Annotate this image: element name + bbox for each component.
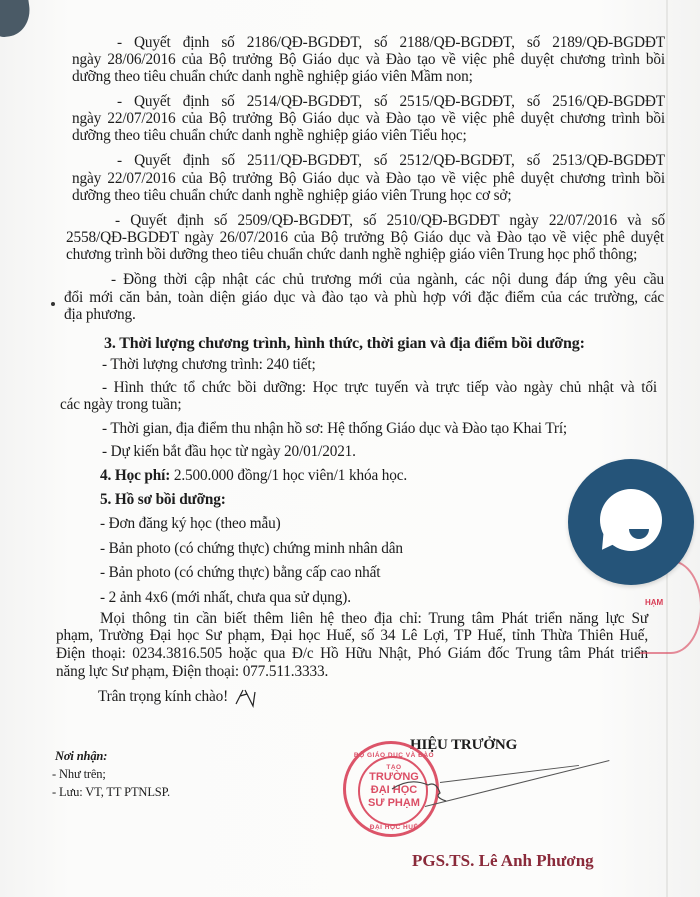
para-5-line-2: đổi mới căn bản, toàn diện giáo dục và đào tạo và phù hợp với đặc điểm của các trường, các <box>64 289 664 306</box>
contact-line-1: Mọi thông tin cần biết thêm liên hệ theo địa chỉ: Trung tâm Phát triển năng lực Sư <box>100 610 648 627</box>
speck <box>51 302 55 306</box>
stamp-line-1: TRƯỜNG <box>369 771 419 783</box>
chat-button[interactable] <box>568 459 694 585</box>
stamp-line-3: SƯ PHẠM <box>368 797 420 809</box>
section-5-item-1: - Đơn đăng ký học (theo mẫu) <box>100 515 281 532</box>
contact-line-3: Điện thoại: 0234.3816.505 hoặc qua Đ/c Hồ Hữu Nhật, Phó Giám đốc Trung tâm Phát triển <box>56 645 648 662</box>
section-5-item-2: - Bản photo (có chứng thực) chứng minh nhân dân <box>100 540 403 557</box>
para-3-line-1: - Quyết định số 2511/QĐ-BGDĐT, số 2512/QĐ-BGDĐT, số 2513/QĐ-BGDĐT <box>117 152 665 169</box>
section-4-heading: 4. Học phí: <box>100 467 171 484</box>
para-2-line-1: - Quyết định số 2514/QĐ-BGDĐT, số 2515/QĐ-BGDĐT, số 2516/QĐ-BGDĐT <box>117 93 665 110</box>
initials-mark-icon <box>233 686 257 708</box>
section-3-item-3: - Thời gian, địa điểm thu nhận hồ sơ: Hệ thống Giáo dục và Đào tạo Khai Trí; <box>102 420 568 437</box>
page-edge <box>666 0 668 897</box>
contact-line-2: phạm, Trường Đại học Sư phạm, Đại học Huế, số 34 Lê Lợi, TP Huế, tỉnh Thừa Thiên Huế, <box>56 627 648 644</box>
recipient-1: - Như trên; <box>52 767 106 781</box>
stamp-arc-bottom: ĐẠI HỌC HUẾ <box>369 824 419 831</box>
para-2-line-2: ngày 22/07/2016 của Bộ trưởng Bộ Giáo dục và Đào tạo về việc phê duyệt chương trình bồi <box>72 110 665 127</box>
torn-corner <box>0 0 33 39</box>
signature-stroke <box>440 765 579 783</box>
section-3-item-4: - Dự kiến bắt đầu học từ ngày 20/01/2021. <box>102 443 356 460</box>
section-5-heading: 5. Hồ sơ bồi dưỡng: <box>100 491 226 508</box>
para-1-line-1: - Quyết định số 2186/QĐ-BGDĐT, số 2188/QĐ-BGDĐT, số 2189/QĐ-BGDĐT <box>117 34 665 51</box>
recipients-label: Nơi nhận: <box>55 749 108 763</box>
para-3-line-3: dưỡng theo tiêu chuẩn chức danh nghề nghiệp giáo viên Trung học cơ sở; <box>72 187 512 204</box>
section-5-item-3: - Bản photo (có chứng thực) bằng cấp cao nhất <box>100 564 381 581</box>
para-5-line-1: - Đồng thời cập nhật các chủ trương mới của ngành, các nội dung đáp ứng yêu cầu <box>111 271 664 288</box>
section-3-heading: 3. Thời lượng chương trình, hình thức, thời gian và địa điểm bồi dưỡng: <box>104 335 585 352</box>
para-4-line-3: chương trình bồi dưỡng theo tiêu chuẩn chức danh nghề nghiệp giáo viên Trung học phổ thông; <box>66 246 638 263</box>
signature-title: HIỆU TRƯỞNG <box>410 737 518 753</box>
section-3-item-1: - Thời lượng chương trình: 240 tiết; <box>102 356 316 373</box>
para-1-line-2: ngày 28/06/2016 của Bộ trưởng Bộ Giáo dục và Đào tạo về việc phê duyệt chương trình bồi <box>72 51 665 68</box>
para-4-line-1: - Quyết định số 2509/QĐ-BGDĐT, số 2510/QĐ-BGDĐT ngày 22/07/2016 và số <box>115 212 665 229</box>
section-4-tuition <box>100 467 407 485</box>
recipient-2: - Lưu: VT, TT PTNLSP. <box>52 785 170 799</box>
para-2-line-3: dưỡng theo tiêu chuẩn chức danh nghề nghiệp giáo viên Tiểu học; <box>72 127 467 144</box>
signature-squiggle-icon <box>390 775 450 805</box>
closing-greeting: Trân trọng kính chào! <box>98 688 229 705</box>
section-3-item-2: - Hình thức tổ chức bồi dưỡng: Học trực tuyến và trực tiếp vào ngày chủ nhật và tối <box>102 379 657 396</box>
para-1-line-3: dưỡng theo tiêu chuẩn chức danh nghề nghiệp giáo viên Mầm non; <box>72 68 473 85</box>
contact-line-4: năng lực Sư phạm, Điện thoại: 077.511.3333. <box>56 663 329 680</box>
section-4-value: 2.500.000 đồng/1 học viên/1 khóa học. <box>170 467 408 484</box>
stamp-arc-top: BỘ GIÁO DỤC VÀ ĐÀO TẠO <box>353 752 435 771</box>
partial-stamp-text: HẠM <box>645 598 664 607</box>
para-3-line-2: ngày 22/07/2016 của Bộ trưởng Bộ Giáo dục và Đào tạo về việc phê duyệt chương trình bồi <box>72 170 665 187</box>
signer-name: PGS.TS. Lê Anh Phương <box>412 851 594 870</box>
signature-stroke <box>425 760 610 807</box>
section-5-item-4: - 2 ảnh 4x6 (mới nhất, chưa qua sử dụng). <box>100 589 351 606</box>
section-3-item-2-cont: các ngày trong tuần; <box>60 396 182 413</box>
para-4-line-2: 2558/QĐ-BGDĐT ngày 26/07/2016 của Bộ trưởng Bộ Giáo dục và Đào tạo về việc phê duyệt <box>66 229 664 246</box>
stamp-line-2: ĐẠI HỌC <box>370 784 418 796</box>
para-5-line-3: địa phương. <box>64 306 136 323</box>
